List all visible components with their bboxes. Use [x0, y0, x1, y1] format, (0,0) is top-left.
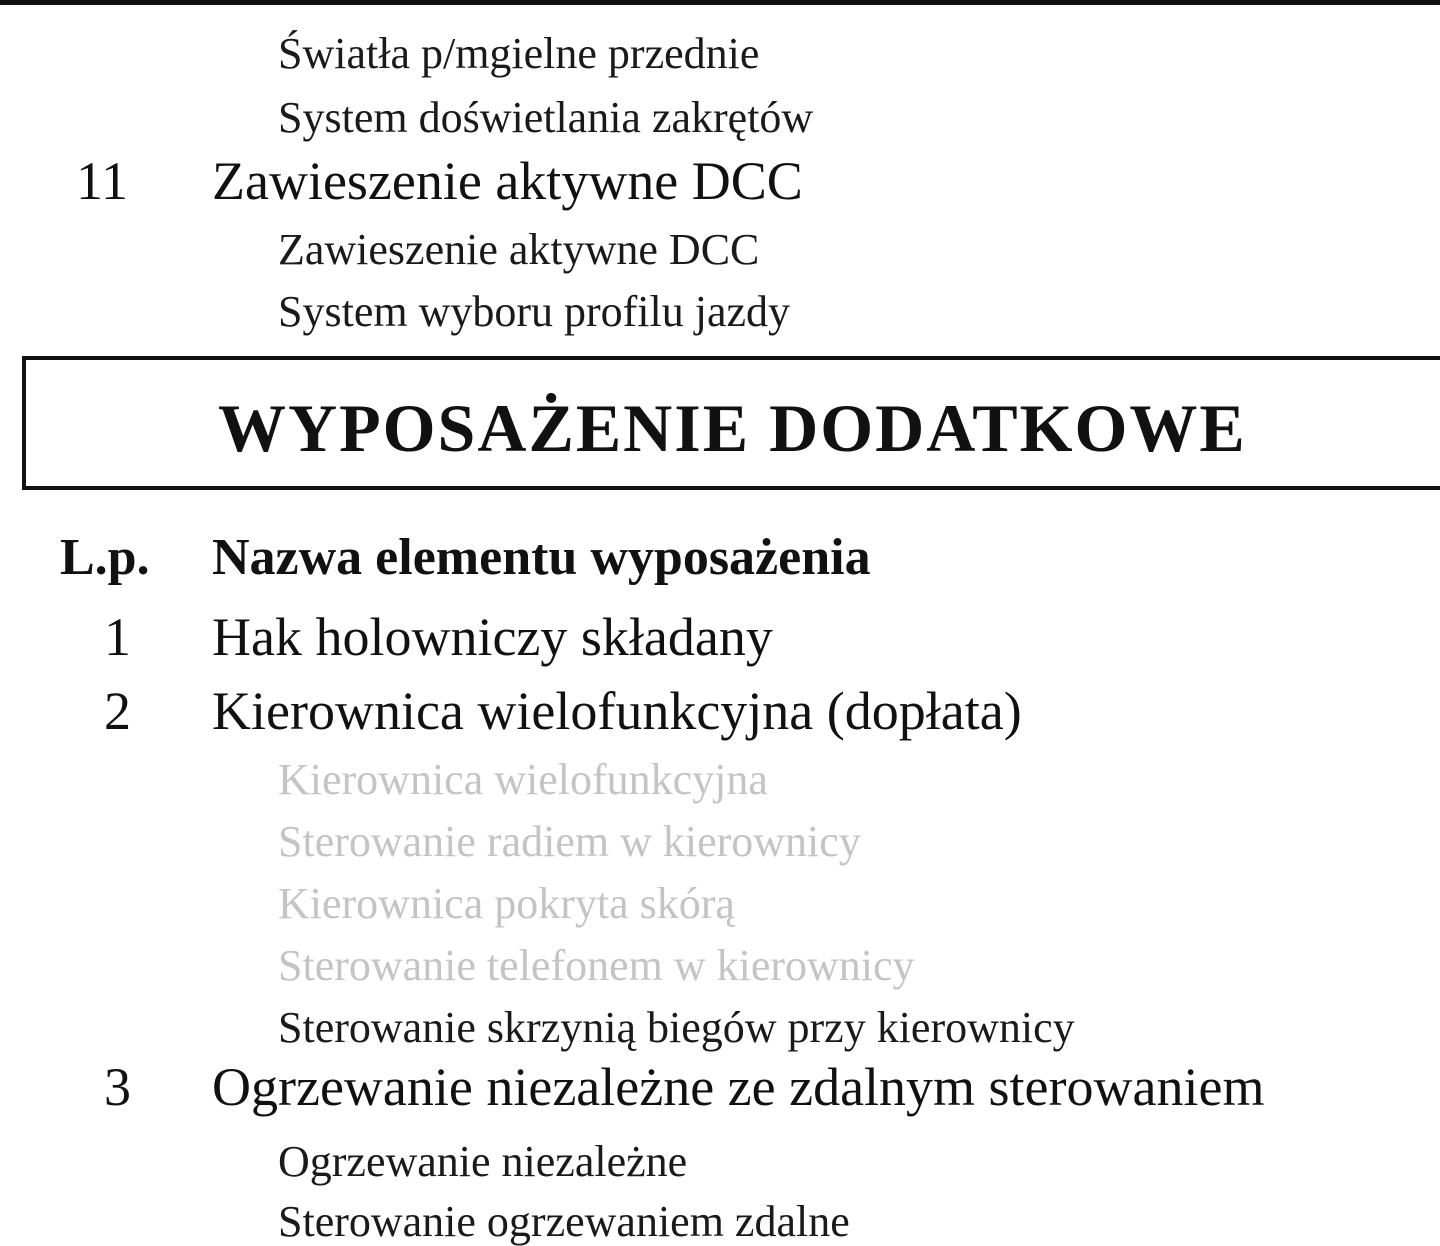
item-name: Ogrzewanie niezależne ze zdalnym sterowaniem	[212, 1057, 1265, 1117]
sub-item: Światła p/mgielne przednie	[278, 29, 760, 78]
top-rule	[0, 0, 1440, 5]
item-number: 1	[104, 607, 131, 667]
item-number: 11	[76, 151, 128, 211]
sub-item: Sterowanie skrzynią biegów przy kierownicy	[278, 1003, 1075, 1052]
sub-item: System doświetlania zakrętów	[278, 93, 814, 142]
sub-item: Sterowanie telefonem w kierownicy	[278, 941, 915, 990]
sub-item: Zawieszenie aktywne DCC	[278, 225, 760, 274]
item-name: Hak holowniczy składany	[212, 607, 773, 667]
sub-item: Kierownica wielofunkcyjna	[278, 755, 768, 804]
sub-item: Ogrzewanie niezależne	[278, 1137, 688, 1186]
section-title: WYPOSAŻENIE DODATKOWE	[218, 390, 1247, 466]
column-header-name: Nazwa elementu wyposażenia	[212, 529, 871, 586]
item-name: Kierownica wielofunkcyjna (dopłata)	[212, 681, 1022, 741]
item-number: 2	[104, 681, 131, 741]
sub-item: Kierownica pokryta skórą	[278, 879, 735, 928]
sub-item: Sterowanie radiem w kierownicy	[278, 817, 861, 866]
item-name: Zawieszenie aktywne DCC	[212, 151, 803, 211]
sub-item: System wyboru profilu jazdy	[278, 287, 791, 336]
sub-item: Sterowanie ogrzewaniem zdalne	[278, 1197, 850, 1246]
item-number: 3	[104, 1057, 131, 1117]
section-header-box	[22, 356, 1440, 490]
column-header-lp: L.p.	[60, 529, 150, 586]
